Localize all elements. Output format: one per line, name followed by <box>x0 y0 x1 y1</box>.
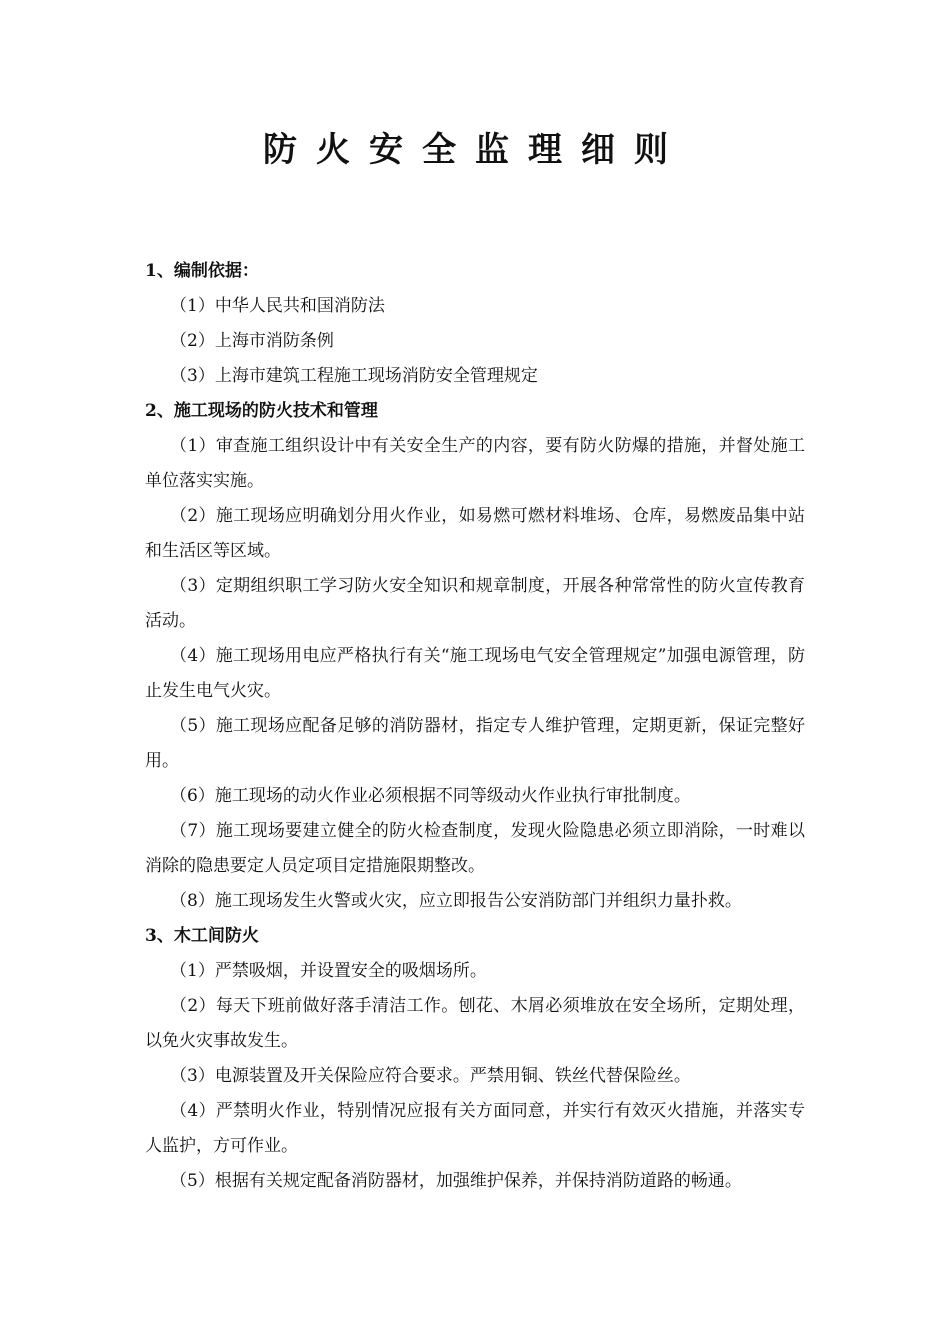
list-item: （1）中华人民共和国消防法 <box>170 296 385 316</box>
list-item: （8）施工现场发生火警或火灾，应立即报告公安消防部门并组织力量扑救。 <box>170 891 742 911</box>
list-item: （1）严禁吸烟，并设置安全的吸烟场所。 <box>170 961 487 981</box>
list-item: （5）施工现场应配备足够的消防器材，指定专人维护管理，定期更新，保证完整好用。 <box>145 716 805 771</box>
document-body <box>145 254 805 1199</box>
section-heading: 3、木工间防火 <box>145 926 259 946</box>
list-item: （3）电源装置及开关保险应符合要求。严禁用铜、铁丝代替保险丝。 <box>170 1066 691 1086</box>
section-carpentry-fire <box>145 919 805 1199</box>
list-item: （7）施工现场要建立健全的防火检查制度，发现火险隐患必须立即消除，一时难以消除的隐患要定人员定项目定措施限期整改。 <box>145 821 805 876</box>
list-item: （6）施工现场的动火作业必须根据不同等级动火作业执行审批制度。 <box>170 786 691 806</box>
section-site-fire-management <box>145 394 805 919</box>
section-heading: 2、施工现场的防火技术和管理 <box>145 401 378 421</box>
list-item: （3）上海市建筑工程施工现场消防安全管理规定 <box>170 366 538 386</box>
list-item: （3）定期组织职工学习防火安全知识和规章制度，开展各种常常性的防火宣传教育活动。 <box>145 576 805 631</box>
list-item: （2）施工现场应明确划分用火作业，如易燃可燃材料堆场、仓库，易燃废品集中站和生活区等区域。 <box>145 506 805 561</box>
list-item: （1）审查施工组织设计中有关安全生产的内容，要有防火防爆的措施，并督处施工单位落实实施。 <box>145 436 805 491</box>
list-item: （2）上海市消防条例 <box>170 331 334 351</box>
list-item: （2）每天下班前做好落手清洁工作。刨花、木屑必须堆放在安全场所，定期处理，以免火灾事故发生。 <box>145 996 805 1051</box>
section-basis <box>145 254 805 394</box>
document-title: 防火安全监理细则 <box>263 130 687 170</box>
list-item: （4）施工现场用电应严格执行有关“施工现场电气安全管理规定”加强电源管理，防止发生电气火灾。 <box>145 646 805 701</box>
list-item: （4）严禁明火作业，特别情况应报有关方面同意，并实行有效灭火措施，并落实专人监护，方可作业。 <box>145 1101 805 1156</box>
section-heading: 1、编制依据： <box>145 261 259 281</box>
list-item: （5）根据有关规定配备消防器材，加强维护保养，并保持消防道路的畅通。 <box>170 1171 742 1191</box>
